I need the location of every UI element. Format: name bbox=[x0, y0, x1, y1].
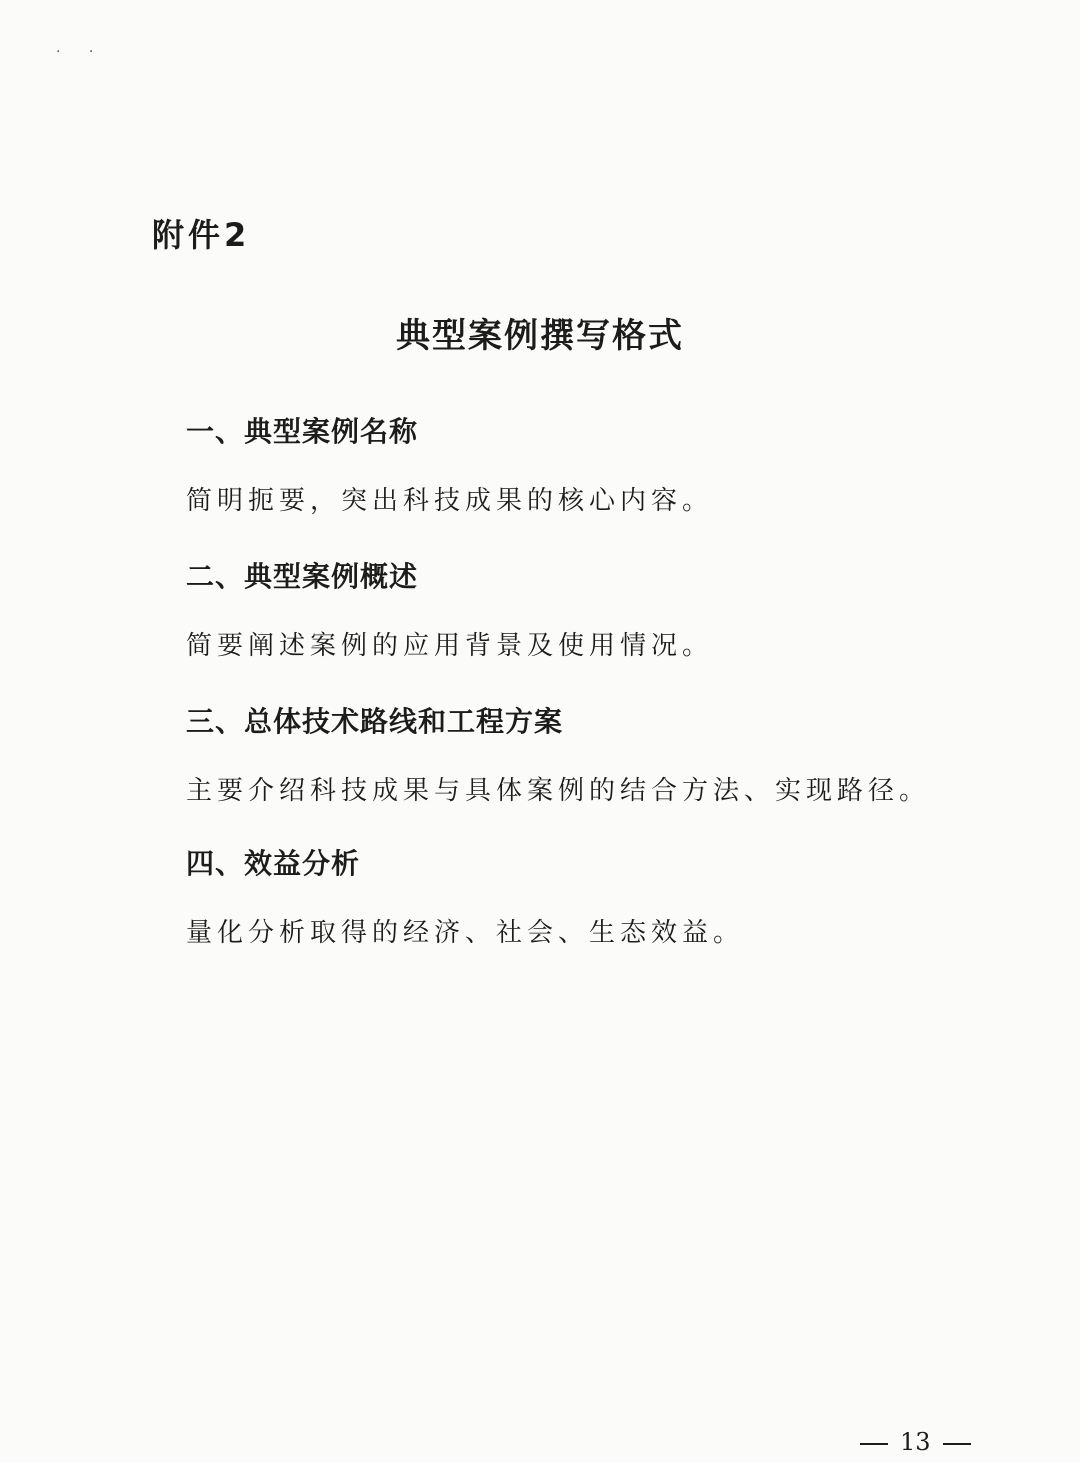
section-2 bbox=[186, 555, 1006, 662]
section-heading: 二、典型案例概述 bbox=[186, 560, 419, 593]
section-4 bbox=[186, 842, 1006, 949]
page-number bbox=[848, 1428, 983, 1456]
section-heading: 三、总体技术路线和工程方案 bbox=[186, 705, 564, 738]
section-3 bbox=[186, 700, 1006, 807]
section-body: 主要介绍科技成果与具体案例的结合方法、实现路径。 bbox=[186, 776, 931, 806]
section-1 bbox=[186, 410, 1006, 517]
document-title: 典型案例撰写格式 bbox=[396, 316, 684, 356]
dash-left bbox=[860, 1443, 888, 1445]
section-body: 简明扼要，突出科技成果的核心内容。 bbox=[186, 486, 714, 516]
section-body: 量化分析取得的经济、社会、生态效益。 bbox=[186, 918, 745, 948]
page-number-value: 13 bbox=[900, 1428, 931, 1456]
dash-right bbox=[943, 1443, 971, 1445]
scan-artifact: · · bbox=[56, 44, 106, 60]
section-heading: 四、效益分析 bbox=[186, 847, 361, 880]
section-body: 简要阐述案例的应用背景及使用情况。 bbox=[186, 631, 714, 661]
section-heading: 一、典型案例名称 bbox=[186, 415, 419, 448]
attachment-label: 附件2 bbox=[152, 216, 251, 254]
